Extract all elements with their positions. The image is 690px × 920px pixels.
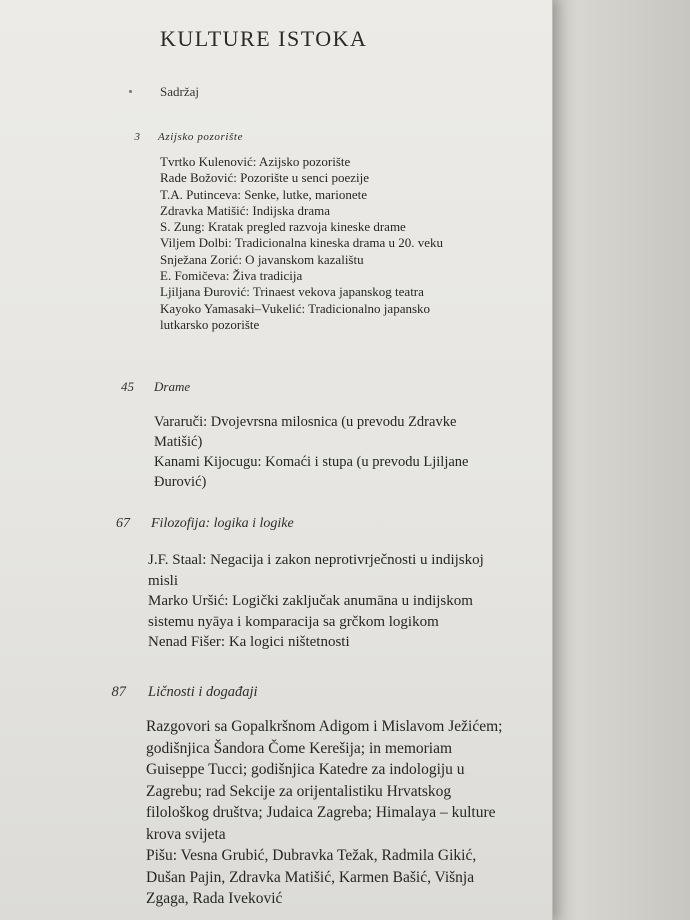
- ink-dot: [129, 90, 132, 93]
- toc-entry: Nenad Fišer: Ka logici ništetnosti: [148, 634, 350, 650]
- section-header: [0, 128, 552, 150]
- toc-entry: Tvrtko Kulenović: Azijsko pozorište: [160, 154, 351, 169]
- section-title: Ličnosti i događaji: [148, 684, 258, 700]
- toc-entry: Snježana Zorić: O javanskom kazalištu: [160, 251, 364, 267]
- toc-entry: Kanami Kijocugu: Komaći i stupa (u prevodu Ljiljane: [154, 454, 469, 470]
- section-title: Filozofija: logika i logike: [151, 516, 294, 531]
- toc-entry: Dušan Pajin, Zdravka Matišić, Karmen Bašić, Višnja: [146, 868, 475, 886]
- toc-entry: Pišu: Vesna Grubić, Dubravka Težak, Radmila Gikić,: [146, 847, 477, 864]
- toc-entry: Zdravka Matišić: Indijska drama: [160, 202, 331, 218]
- toc-entry: filološkog društva; Judaica Zagreba; Himalaya – kulture: [146, 804, 496, 821]
- toc-entry: Zgaga, Rada Iveković: [146, 890, 283, 907]
- toc-entry: krova svijeta: [146, 825, 226, 843]
- section-entries: [154, 412, 469, 492]
- section-entries: [146, 716, 502, 910]
- toc-section: [0, 378, 552, 490]
- section-page-number: 45: [121, 379, 134, 394]
- toc-entry: Marko Uršić: Logički zaključak anumāna u indijskom: [148, 593, 473, 609]
- section-page-number: 3: [134, 131, 140, 143]
- section-page-number: 67: [116, 516, 130, 531]
- toc-section: [0, 516, 552, 650]
- toc-entry: T.A. Putinceva: Senke, lutke, marionete: [160, 186, 367, 202]
- page-edges: [540, 0, 690, 920]
- section-title: Drame: [154, 379, 191, 394]
- toc-entry: Guiseppe Tucci; godišnjica Katedre za indologiju u: [146, 761, 465, 778]
- toc-entry: godišnjica Šandora Čome Kerešija; in memoriam: [146, 739, 453, 757]
- toc-entry: Rade Božović: Pozorište u senci poezije: [160, 170, 370, 186]
- toc-entry: Kayoko Yamasaki–Vukelić: Tradicionalno japansko: [160, 300, 431, 316]
- toc-entry: misli: [148, 572, 179, 589]
- toc-entry: Zagrebu; rad Sekcije za orijentalistiku Hrvatskog: [146, 782, 452, 800]
- toc-entry: S. Zung: Kratak pregled razvoja kineske drame: [160, 219, 406, 235]
- contents-label: Sadržaj: [160, 84, 199, 99]
- toc-section: [0, 128, 552, 332]
- section-entries: [160, 154, 443, 333]
- toc-entry: Ljiljana Đurović: Trinaest vekova japanskog teatra: [160, 284, 424, 300]
- toc-entry: Đurović): [154, 474, 207, 490]
- section-header: [0, 516, 552, 538]
- toc-entry: lutkarsko pozorište: [160, 316, 260, 332]
- toc-entry: E. Fomičeva: Živa tradicija: [160, 268, 303, 284]
- section-entries: [148, 550, 484, 653]
- toc-entry: Vararuči: Dvojevrsna milosnica (u prevodu Zdravke: [154, 414, 457, 430]
- toc-entry: Matišić): [154, 434, 203, 450]
- toc-section: [0, 684, 552, 907]
- section-title: Azijsko pozorište: [158, 131, 244, 143]
- section-page-number: 87: [111, 684, 126, 700]
- toc-entry: Viljem Dolbi: Tradicionalna kineska drama u 20. veku: [160, 235, 444, 251]
- toc-entry: sistemu nyāya i komparacija sa grčkom logikom: [148, 613, 439, 630]
- section-header: [0, 378, 552, 400]
- journal-title: KULTURE ISTOKA: [160, 26, 368, 51]
- toc-entry: J.F. Staal: Negacija i zakon neprotivrječnosti u indijskoj: [148, 552, 484, 568]
- toc-entry: Razgovori sa Gopalkršnom Adigom i Mislavom Ježićem;: [146, 718, 503, 735]
- section-header: [0, 684, 552, 706]
